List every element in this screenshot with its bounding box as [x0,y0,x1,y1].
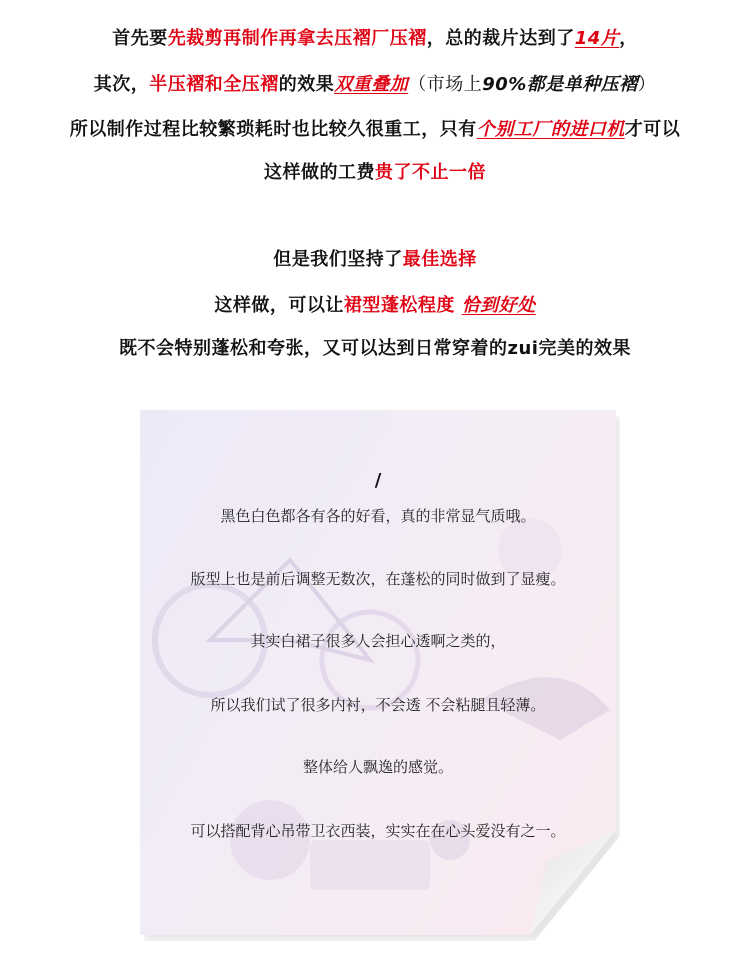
card-slash: / [374,470,382,491]
card-line-3: 其实白裙子很多人会担心透啊之类的， [250,632,506,650]
intro-line-2-c: 的效果 [278,74,335,95]
choice-line-2-highlight: 裙型蓬松程度 [343,295,455,316]
intro-line-2-market: 90%都是单种压褶 [482,74,638,95]
intro-line-4 [0,158,750,184]
card-line-6: 可以搭配背心吊带卫衣西装，实实在在心头爱没有之一。 [190,822,566,840]
intro-line-3-c: 才可以 [624,119,681,140]
choice-line-3 [0,334,750,360]
choice-line-1-a: 但是我们坚持了 [273,249,403,270]
card-line-4: 所以我们试了很多内衬，不会透 不会粘腿且轻薄。 [210,696,546,714]
intro-line-1-count: 14片 [574,28,620,49]
intro-line-3-a: 所以制作过程比较繁琐耗时也比较久很重工，只有 [69,119,477,140]
intro-line-3-highlight: 个别工厂的进口机 [476,119,625,140]
intro-line-1 [0,24,750,50]
intro-line-2-g: ） [637,74,657,95]
intro-line-2 [0,70,750,96]
card-line-5: 整体给人飘逸的感觉。 [302,758,453,776]
intro-line-2-e: （市场上 [408,74,483,95]
choice-line-2 [0,291,750,317]
card-line-1: 黑色白色都各有各的好看，真的非常显气质哦。 [220,507,536,525]
intro-line-1-e: ， [619,28,638,49]
intro-line-4-highlight: 贵了不止一倍 [375,162,486,183]
intro-line-4-a: 这样做的工费 [264,162,375,183]
choice-line-1-highlight: 最佳选择 [402,249,477,270]
intro-line-3 [0,115,750,141]
intro-line-2-a: 其次， [93,74,150,95]
intro-line-2-highlight: 半压褶和全压褶 [149,74,279,95]
card-line-2: 版型上也是前后调整无数次，在蓬松的同时做到了显瘦。 [190,570,566,588]
intro-line-2-emphasis: 双重叠加 [334,74,409,95]
intro-line-1-a: 首先要 [112,28,168,49]
choice-line-3-a: 既不会特别蓬松和夸张，又可以达到日常穿着的zui完美的效果 [119,338,631,359]
description-card [140,410,616,935]
choice-line-2-emphasis: 恰到好处 [461,295,536,316]
intro-line-1-highlight: 先裁剪再制作再拿去压褶厂压褶 [167,28,427,49]
intro-line-1-c: ，总的裁片达到了 [426,28,575,49]
choice-line-1 [0,245,750,271]
choice-line-2-a: 这样做，可以让 [214,295,344,316]
